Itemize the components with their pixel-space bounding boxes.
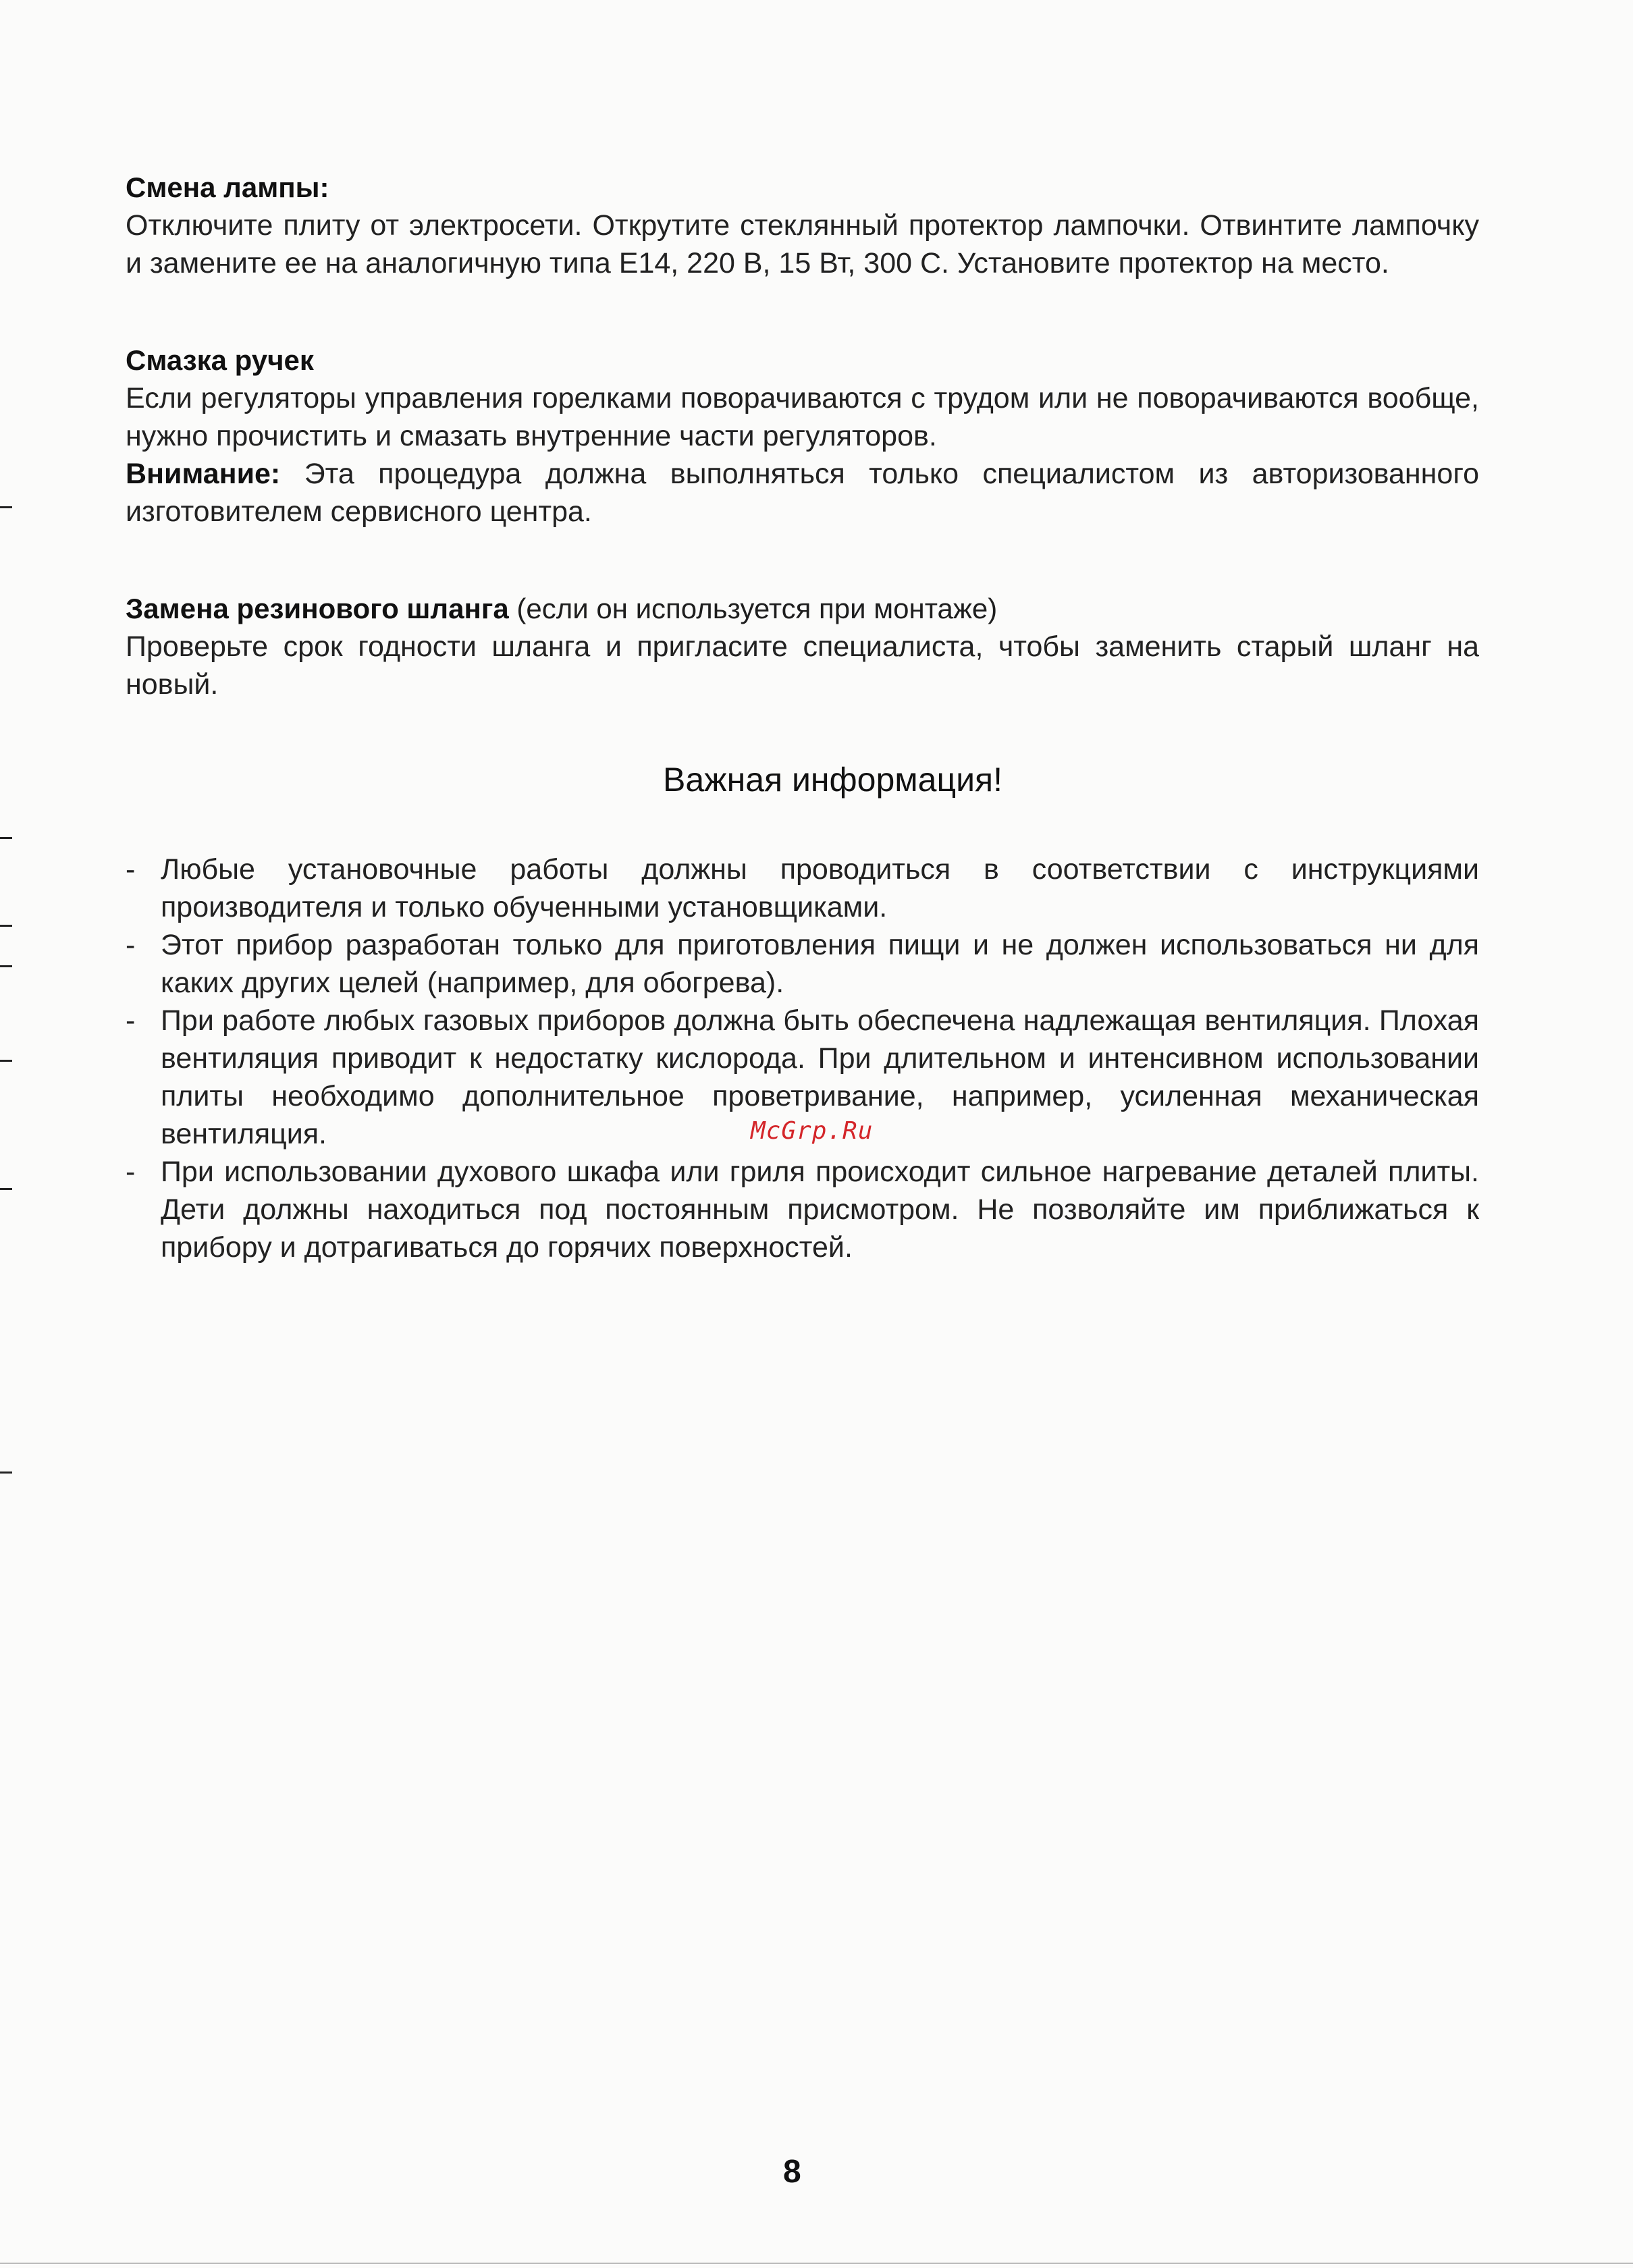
list-item-text: Этот прибор разработан только для приготовления пищи и не должен использоваться ни для каких других целей (например, для обогрева). (161, 929, 1479, 999)
scan-artifact (0, 1472, 12, 1474)
page-bottom-edge (0, 2263, 1633, 2264)
list-item-text: При работе любых газовых приборов должна быть обеспечена надлежащая вентиляция. Плохая вентиляция приводит к недостатку кислорода. При длительном и интенсивном использовании плиты необходимо дополнительное проветривание, например, усиленная механическая вентиляция. (161, 1004, 1479, 1150)
list-item-text: Любые установочные работы должны проводиться в соответствии с инструкциями производителя и только обученными установщиками. (161, 853, 1479, 923)
section-knob-lubrication (126, 342, 1479, 531)
section-heading-hose (126, 590, 1479, 628)
section-lamp-replacement (126, 169, 1479, 282)
scan-artifact (0, 1060, 12, 1062)
section-text-knobs: Если регуляторы управления горелками поворачиваются с трудом или не поворачиваются вообще, нужно прочистить и смазать внутренние части регуляторов. (126, 382, 1479, 452)
list-item (126, 850, 1479, 926)
hose-heading-title: Замена резинового шланга (126, 593, 509, 624)
warning-label: Внимание: (126, 458, 281, 490)
scan-artifact (0, 925, 12, 927)
scan-artifact (0, 506, 12, 508)
warning-paragraph (126, 455, 1479, 531)
bullet-dash: - (126, 1156, 136, 1188)
scan-artifact (0, 837, 12, 839)
scan-artifact (0, 965, 12, 967)
bullet-dash: - (126, 929, 136, 961)
page-number: 8 (783, 2154, 801, 2190)
important-info-title: Важная информация! (662, 761, 1002, 799)
section-heading-knobs: Смазка ручек (126, 344, 314, 376)
warning-text: Эта процедура должна выполняться только специалистом из авторизованного изготовителем сервисного центра. (126, 458, 1479, 528)
bullet-dash: - (126, 1004, 136, 1037)
watermark: McGrp.Ru (751, 1117, 874, 1145)
list-item-text: При использовании духового шкафа или гриля происходит сильное нагревание деталей плиты. Дети должны находиться под постоянным присмотром. Не позволяйте им приближаться к прибору и дотрагиваться до горячих поверхностей. (161, 1156, 1479, 1264)
hose-heading-note: (если он используется при монтаже) (516, 593, 998, 624)
section-text-lamp: Отключите плиту от электросети. Открутите стеклянный протектор лампочки. Отвинтите лампочку и замените ее на аналогичную типа Е14, 220 В, 15 Вт, 300 С. Установите протектор на место. (126, 209, 1479, 279)
list-item (126, 1153, 1479, 1266)
section-text-hose: Проверьте срок годности шланга и пригласите специалиста, чтобы заменить старый шланг на новый. (126, 630, 1479, 701)
important-info-list (126, 850, 1479, 1266)
bullet-dash: - (126, 853, 136, 886)
document-page (126, 169, 1479, 1266)
section-heading-lamp: Смена лампы: (126, 171, 329, 203)
section-hose-replacement (126, 590, 1479, 703)
scan-artifact (0, 1188, 12, 1190)
list-item (126, 926, 1479, 1002)
